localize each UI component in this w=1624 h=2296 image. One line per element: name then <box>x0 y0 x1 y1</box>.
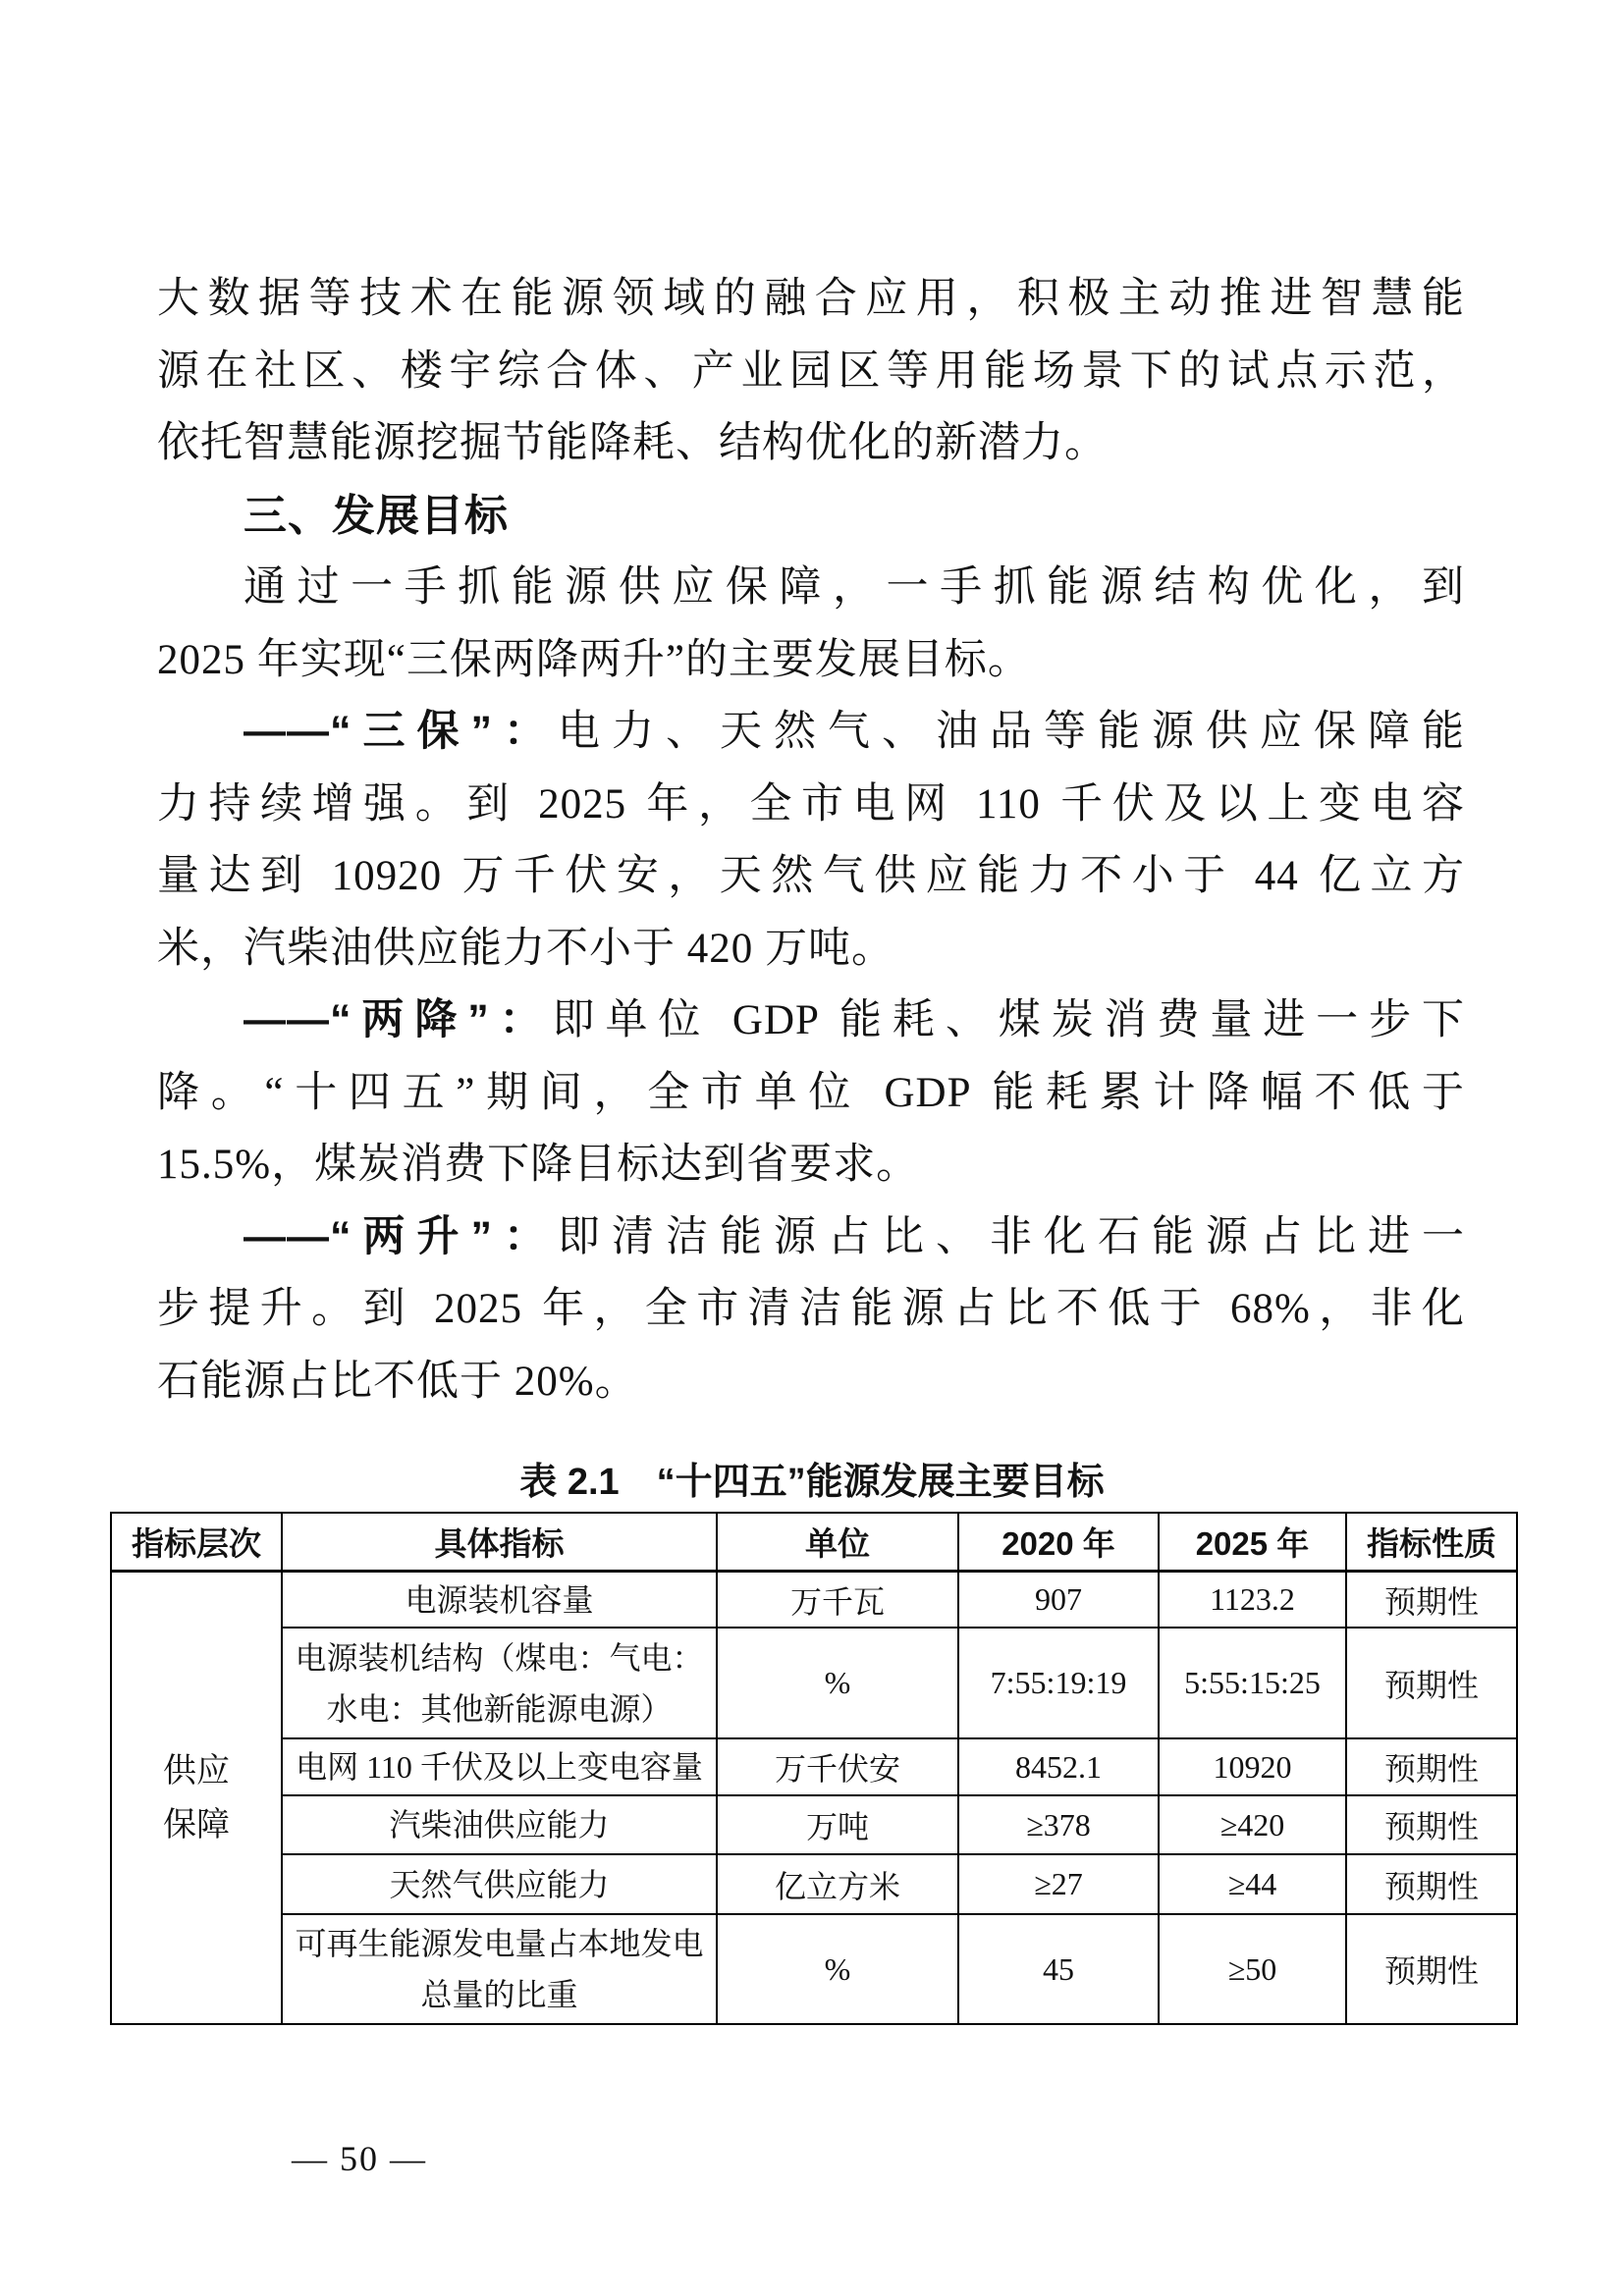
goals-table <box>110 1512 1518 2025</box>
unit-cell: 万千伏安 <box>717 1738 958 1795</box>
nature-cell: 预期性 <box>1346 1572 1517 1629</box>
sanbao-bold-lead: ——“三保”： <box>244 708 558 755</box>
value-2025-cell: 5:55:15:25 <box>1159 1628 1346 1738</box>
intro-line-2: 源在社区、楼宇综合体、产业园区等用能场景下的试点示范， <box>157 347 1465 395</box>
value-2025-cell: ≥50 <box>1159 1914 1346 2024</box>
unit-cell: % <box>717 1628 958 1738</box>
indicator-cell: 电网 110 千伏及以上变电容量 <box>282 1738 717 1795</box>
table-row <box>111 1628 1517 1738</box>
indicator-cell: 电源装机结构（煤电：气电：水电：其他新能源电源） <box>282 1628 717 1738</box>
nature-cell: 预期性 <box>1346 1628 1517 1738</box>
value-2025-cell: ≥44 <box>1159 1854 1346 1914</box>
sanbao-line-4: 米，汽柴油供应能力不小于 420 万吨。 <box>157 925 894 972</box>
liangsheng-line-3: 石能源占比不低于 20%。 <box>157 1358 638 1405</box>
category-cell <box>111 1572 282 2025</box>
indicator-cell: 电源装机容量 <box>282 1572 717 1629</box>
unit-cell: 万吨 <box>717 1795 958 1854</box>
value-2020-cell: 8452.1 <box>958 1738 1159 1795</box>
table-header-row <box>111 1513 1517 1572</box>
nature-cell: 预期性 <box>1346 1914 1517 2024</box>
header-nature: 指标性质 <box>1346 1513 1517 1572</box>
table-row <box>111 1738 1517 1795</box>
body-text <box>157 263 1465 1417</box>
nature-cell: 预期性 <box>1346 1738 1517 1795</box>
liangjiang-line-1-text: 即单位 GDP 能耗、煤炭消费量进一步下 <box>552 997 1465 1043</box>
liangsheng-line-2: 步提升。到 2025 年，全市清洁能源占比不低于 68%，非化 <box>157 1286 1465 1332</box>
indicator-cell: 天然气供应能力 <box>282 1854 717 1914</box>
unit-cell: 亿立方米 <box>717 1854 958 1914</box>
table-row <box>111 1914 1517 2024</box>
value-2025-cell: ≥420 <box>1159 1795 1346 1854</box>
overview-line-2: 2025 年实现“三保两降两升”的主要发展目标。 <box>157 636 1031 683</box>
value-2025-cell: 1123.2 <box>1159 1572 1346 1629</box>
sanbao-line-1 <box>157 696 1465 769</box>
liangsheng-line-1-text: 即清洁能源占比、非化石能源占比进一 <box>558 1213 1465 1260</box>
header-specific-indicator: 具体指标 <box>282 1513 717 1572</box>
liangjiang-line-1 <box>157 985 1465 1057</box>
value-2020-cell: ≥27 <box>958 1854 1159 1914</box>
nature-cell: 预期性 <box>1346 1854 1517 1914</box>
value-2025-cell: 10920 <box>1159 1738 1346 1795</box>
liangsheng-bold-lead: ——“两升”： <box>244 1212 558 1260</box>
table-row <box>111 1572 1517 1629</box>
intro-line-1: 大数据等技术在能源领域的融合应用，积极主动推进智慧能 <box>157 276 1465 322</box>
section-heading: 三、发展目标 <box>244 491 509 540</box>
sanbao-line-3: 量达到 10920 万千伏安，天然气供应能力不小于 44 亿立方 <box>157 853 1465 899</box>
liangjiang-line-2: 降。“十四五”期间，全市单位 GDP 能耗累计降幅不低于 <box>157 1069 1465 1116</box>
category-line-1: 供应 <box>163 1752 230 1789</box>
header-unit: 单位 <box>717 1513 958 1572</box>
liangjiang-line-3: 15.5%，煤炭消费下降目标达到省要求。 <box>157 1142 920 1188</box>
intro-line-3: 依托智慧能源挖掘节能降耗、结构优化的新潜力。 <box>157 420 1108 466</box>
value-2020-cell: 45 <box>958 1914 1159 2024</box>
table-row <box>111 1795 1517 1854</box>
sanbao-line-2: 力持续增强。到 2025 年，全市电网 110 千伏及以上变电容 <box>157 780 1465 828</box>
liangsheng-line-1 <box>157 1201 1465 1274</box>
table-caption: 表 2.1 “十四五”能源发展主要目标 <box>519 1462 1105 1503</box>
overview-line-1: 通过一手抓能源供应保障，一手抓能源结构优化，到 <box>244 564 1465 611</box>
nature-cell: 预期性 <box>1346 1795 1517 1854</box>
header-indicator-level: 指标层次 <box>111 1513 282 1572</box>
value-2020-cell: ≥378 <box>958 1795 1159 1854</box>
unit-cell: % <box>717 1914 958 2024</box>
table-row <box>111 1854 1517 1914</box>
value-2020-cell: 7:55:19:19 <box>958 1628 1159 1738</box>
indicator-cell: 汽柴油供应能力 <box>282 1795 717 1854</box>
sanbao-line-1-text: 电力、天然气、油品等能源供应保障能 <box>558 709 1465 755</box>
value-2020-cell: 907 <box>958 1572 1159 1629</box>
indicator-cell: 可再生能源发电量占本地发电总量的比重 <box>282 1914 717 2024</box>
page-number: — 50 — <box>292 2139 427 2178</box>
liangjiang-bold-lead: ——“两降”： <box>244 996 553 1043</box>
category-line-2: 保障 <box>163 1806 230 1843</box>
header-2025: 2025 年 <box>1159 1513 1346 1572</box>
unit-cell: 万千瓦 <box>717 1572 958 1629</box>
header-2020: 2020 年 <box>958 1513 1159 1572</box>
